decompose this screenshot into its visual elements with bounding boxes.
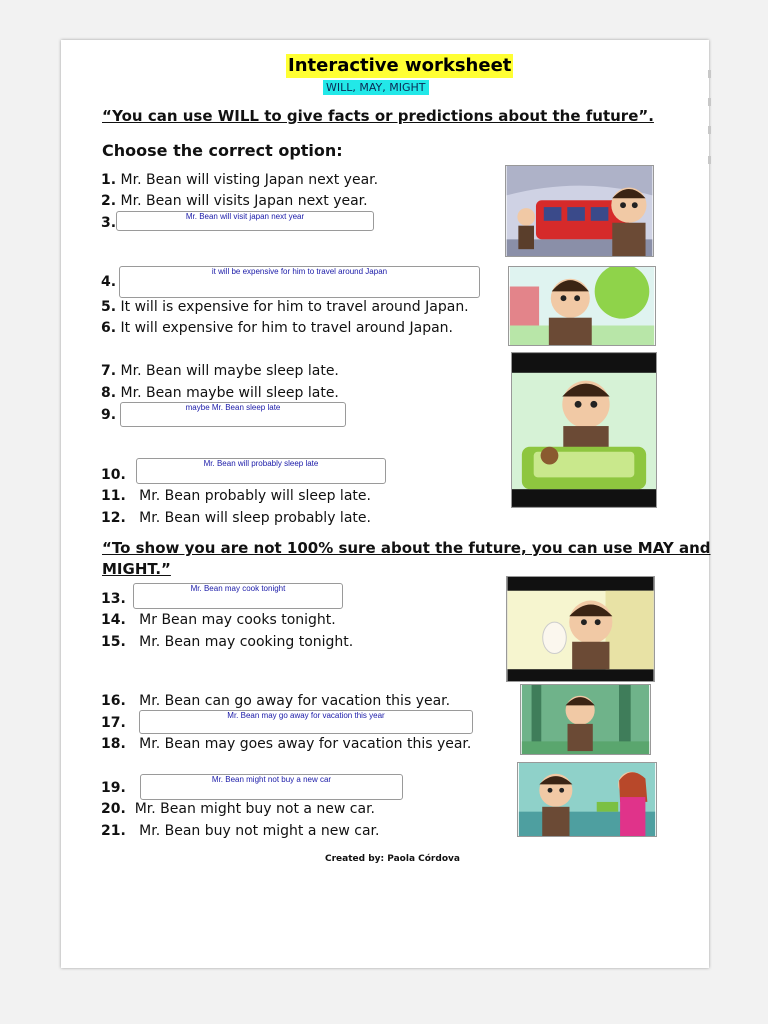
credit-line: Created by: Paola Córdova xyxy=(325,854,460,864)
item-number: 13. xyxy=(101,591,126,607)
answer-box[interactable]: Mr. Bean may go away for vacation this year xyxy=(139,710,473,734)
may-might-rule-text-continued: MIGHT.” xyxy=(102,560,171,578)
item-number: 3. xyxy=(101,215,117,231)
list-item: 8. Mr. Bean maybe will sleep late. xyxy=(101,385,339,401)
list-item: 12. Mr. Bean will sleep probably late. xyxy=(101,510,371,526)
cartoon-street-image xyxy=(508,266,656,346)
item-number: 4. xyxy=(101,274,117,290)
list-item: 2. Mr. Bean will visits Japan next year. xyxy=(101,193,368,209)
item-number: 17. xyxy=(101,715,126,731)
answer-box[interactable]: Mr. Bean might not buy a new car xyxy=(140,774,403,800)
cartoon-car-image xyxy=(511,352,657,508)
will-rule-text: “You can use WILL to give facts or predictions about the future”. xyxy=(102,107,654,125)
cartoon-train-station-image xyxy=(505,165,654,257)
page-edge-mark xyxy=(708,126,711,134)
instruction-heading: Choose the correct option: xyxy=(102,141,343,160)
worksheet-title: Interactive worksheet xyxy=(288,55,512,76)
cartoon-egg-image xyxy=(506,576,655,682)
answer-box[interactable]: maybe Mr. Bean sleep late xyxy=(120,402,346,427)
answer-box[interactable]: Mr. Bean may cook tonight xyxy=(133,583,343,609)
answer-box[interactable]: Mr. Bean will visit japan next year xyxy=(116,211,374,231)
list-item: 11. Mr. Bean probably will sleep late. xyxy=(101,488,371,504)
list-item: 14. Mr Bean may cooks tonight. xyxy=(101,612,336,628)
item-number: 19. xyxy=(101,780,126,796)
list-item: 7. Mr. Bean will maybe sleep late. xyxy=(101,363,339,379)
page-edge-mark xyxy=(708,70,711,78)
list-item: 20. Mr. Bean might buy not a new car. xyxy=(101,801,376,817)
item-number: 9. xyxy=(101,407,117,423)
list-item: 15. Mr. Bean may cooking tonight. xyxy=(101,634,354,650)
list-item: 5. It will is expensive for him to travel around Japan. xyxy=(101,299,469,315)
list-item: 21. Mr. Bean buy not might a new car. xyxy=(101,823,380,839)
list-item: 16. Mr. Bean can go away for vacation this year. xyxy=(101,693,451,709)
answer-box[interactable]: it will be expensive for him to travel around Japan xyxy=(119,266,480,298)
may-might-rule-text: “To show you are not 100% sure about the future, you can use MAY and xyxy=(102,539,711,557)
item-number: 10. xyxy=(101,467,126,483)
list-item: 1. Mr. Bean will visting Japan next year. xyxy=(101,172,379,188)
list-item: 6. It will expensive for him to travel around Japan. xyxy=(101,320,454,336)
page-edge-mark xyxy=(708,98,711,106)
list-item: 18. Mr. Bean may goes away for vacation this year. xyxy=(101,736,472,752)
page-edge-mark xyxy=(708,156,711,164)
answer-box[interactable]: Mr. Bean will probably sleep late xyxy=(136,458,386,484)
cartoon-forest-image xyxy=(520,684,651,755)
worksheet-subtitle: WILL, MAY, MIGHT xyxy=(323,80,429,95)
cartoon-shop-image xyxy=(517,762,657,837)
